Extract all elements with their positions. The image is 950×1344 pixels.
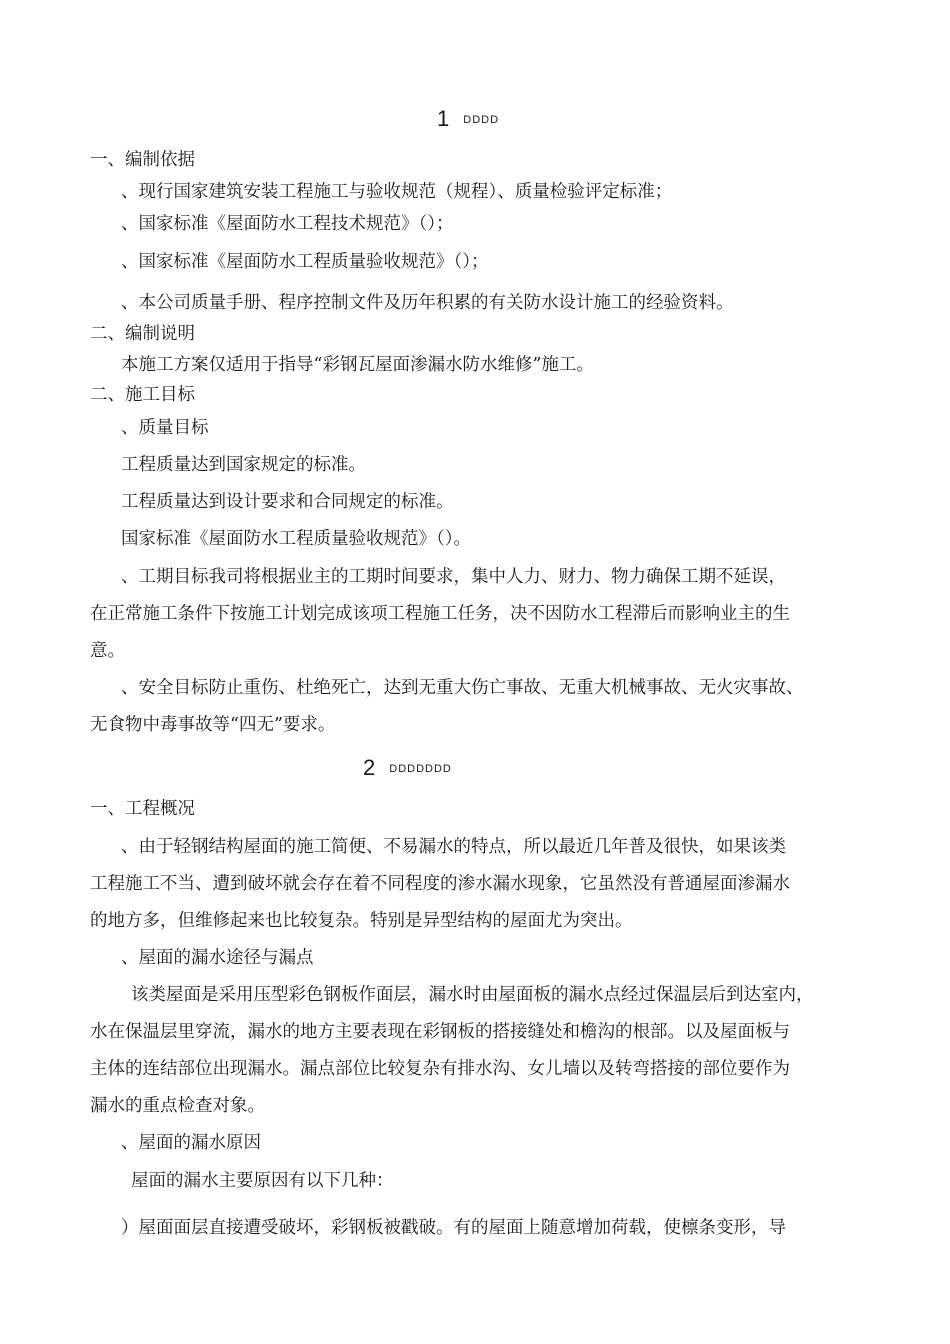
paragraph-line: 意。 [90,641,125,661]
paragraph-line: 的地方多，但维修起来也比较复杂。特别是异型结构的屋面尤为突出。 [90,911,633,931]
paragraph-line: 该类屋面是采用压型彩色钢板作面层，漏水时由屋面板的漏水点经过保温层后到达室内， [131,985,814,1005]
paragraph-line: 在正常施工条件下按施工计划完成该项工程施工任务，决不因防水工程滞后而影响业主的生 [90,604,790,624]
paragraph-line: 屋面的漏水主要原因有以下几种： [131,1171,394,1191]
paragraph-line: 、国家标准《屋面防水工程质量验收规范》（）； [121,252,489,272]
paragraph-line: 本施工方案仅适用于指导“彩钢瓦屋面渗漏水防水维修”施工。 [121,355,594,375]
paragraph-line: 无食物中毒事故等“四无”要求。 [90,715,336,735]
paragraph-line: 、屋面的漏水原因 [121,1133,261,1153]
section-heading: 二、编制说明 [90,324,195,344]
paragraph-line: 、屋面的漏水途径与漏点 [121,948,314,968]
chapter-1-heading [437,106,499,132]
paragraph-line: 、由于轻钢结构屋面的施工简便、不易漏水的特点，所以最近几年普及很快，如果该类 [121,837,786,857]
paragraph-line: 、工期目标我司将根据业主的工期时间要求，集中人力、财力、物力确保工期不延误， [121,567,786,587]
paragraph-line: 主体的连结部位出现漏水。漏点部位比较复杂有排水沟、女儿墙以及转弯搭接的部位要作为 [90,1059,790,1079]
paragraph-line: 工程质量达到国家规定的标准。 [121,455,366,475]
chapter-2-number: 2 [363,755,376,780]
chapter-1-title: DDDD [463,114,500,126]
paragraph-line: 工程施工不当、遭到破坏就会存在着不同程度的渗水漏水现象，它虽然没有普通屋面渗漏水 [90,874,790,894]
section-heading: 一、工程概况 [90,799,195,819]
paragraph-line: 、现行国家建筑安装工程施工与验收规范（规程）、质量检验评定标准； [121,182,673,202]
paragraph-line: ）屋面面层直接遭受破坏，彩钢板被戳破。有的屋面上随意增加荷载，使檩条变形，导 [121,1218,786,1238]
section-heading: 一、编制依据 [90,150,195,170]
paragraph-line: 、本公司质量手册、程序控制文件及历年积累的有关防水设计施工的经验资料。 [121,293,734,313]
chapter-2-title: DDDDDDD [389,763,452,775]
paragraph-line: 水在保温层里穿流，漏水的地方主要表现在彩钢板的搭接缝处和檐沟的根部。以及屋面板与 [90,1022,790,1042]
chapter-2-heading [363,755,452,781]
chapter-1-number: 1 [437,106,450,131]
paragraph-line: 国家标准《屋面防水工程质量验收规范》（）。 [121,529,471,549]
paragraph-line: 、安全目标防止重伤、杜绝死亡，达到无重大伤亡事故、无重大机械事故、无火灾事故、 [121,678,804,698]
paragraph-line: 、质量目标 [121,418,209,438]
paragraph-line: 、国家标准《屋面防水工程技术规范》（）； [121,214,454,234]
paragraph-line: 漏水的重点检查对象。 [90,1096,265,1116]
section-heading: 二、施工目标 [90,385,195,405]
paragraph-line: 工程质量达到设计要求和合同规定的标准。 [121,492,454,512]
